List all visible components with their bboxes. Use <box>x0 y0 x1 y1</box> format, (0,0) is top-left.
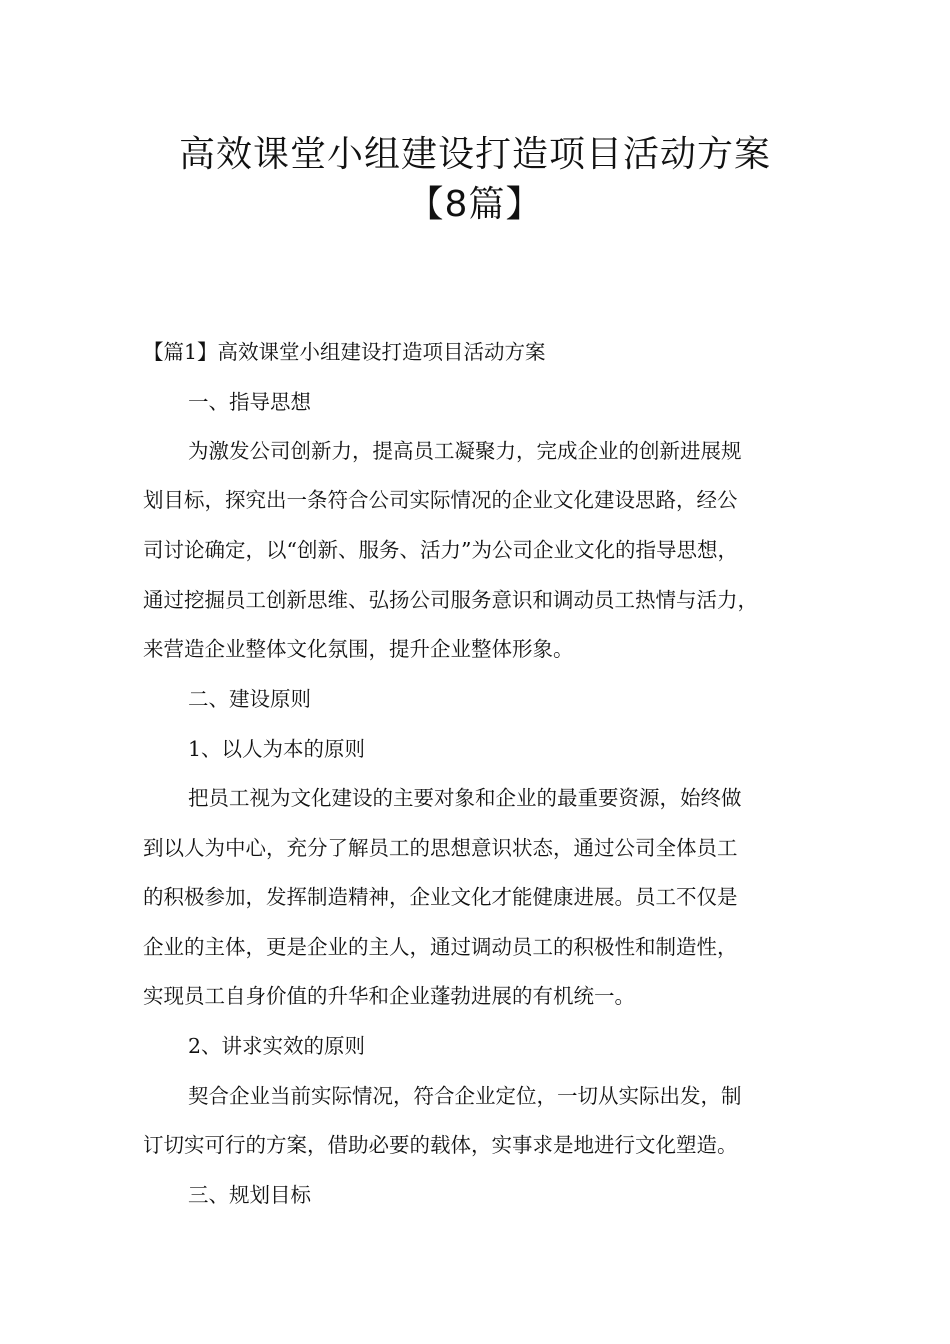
document-title-line-1: 高效课堂小组建设打造项目活动方案 <box>178 134 771 175</box>
paragraph-line: 到以人为中心，充分了解员工的思想意识状态，通过公司全体员工 <box>143 836 738 860</box>
paragraph-line: 划目标，探究出一条符合公司实际情况的企业文化建设思路，经公 <box>143 488 738 512</box>
paragraph-line: 订切实可行的方案，借助必要的载体，实事求是地进行文化塑造。 <box>143 1133 738 1157</box>
subheading-practical-results: 2、讲求实效的原则 <box>188 1034 366 1058</box>
document-title-line-2: 【8篇】 <box>407 184 543 225</box>
paragraph-line: 契合企业当前实际情况，符合企业定位，一切从实际出发，制 <box>188 1084 742 1108</box>
paragraph-line: 企业的主体，更是企业的主人，通过调动员工的积极性和制造性， <box>143 935 738 959</box>
heading-guiding-ideology: 一、指导思想 <box>188 390 311 414</box>
subheading-people-oriented: 1、以人为本的原则 <box>188 737 366 761</box>
section-heading-part-1: 【篇1】高效课堂小组建设打造项目活动方案 <box>143 340 546 364</box>
heading-construction-principles: 二、建设原则 <box>188 687 311 711</box>
paragraph-line: 把员工视为文化建设的主要对象和企业的最重要资源，始终做 <box>188 786 742 810</box>
paragraph-line: 的积极参加，发挥制造精神，企业文化才能健康进展。员工不仅是 <box>143 885 738 909</box>
paragraph-line: 来营造企业整体文化氛围，提升企业整体形象。 <box>143 637 574 661</box>
paragraph-line: 实现员工自身价值的升华和企业蓬勃进展的有机统一。 <box>143 984 635 1008</box>
paragraph-line: 通过挖掘员工创新思维、弘扬公司服务意识和调动员工热情与活力， <box>143 588 758 612</box>
paragraph-line: 司讨论确定，以“创新、服务、活力”为公司企业文化的指导思想， <box>143 538 738 562</box>
heading-planning-goals: 三、规划目标 <box>188 1183 311 1207</box>
paragraph-line: 为激发公司创新力，提高员工凝聚力，完成企业的创新进展规 <box>188 439 742 463</box>
